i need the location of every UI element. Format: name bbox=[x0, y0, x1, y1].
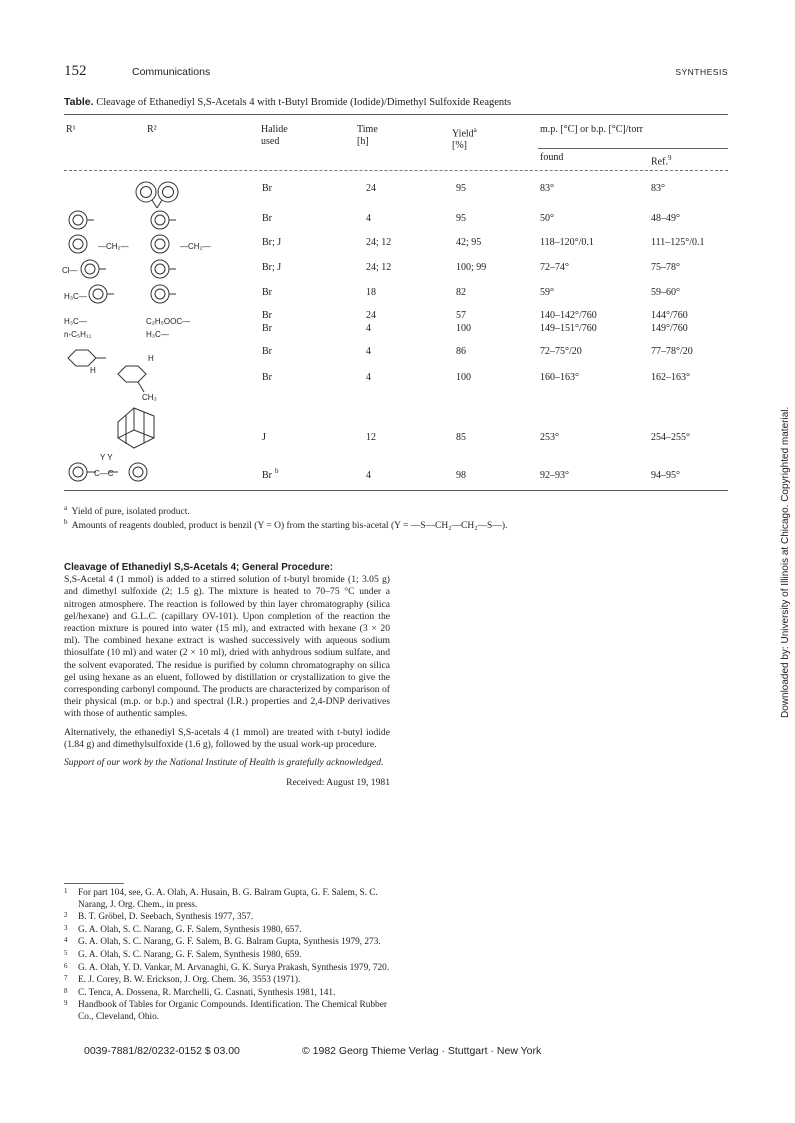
reference-item bbox=[64, 925, 394, 937]
reference-number: 4 bbox=[64, 936, 68, 945]
table-cell-time: 4 bbox=[366, 372, 371, 383]
table-cell-time: 24 bbox=[366, 183, 376, 194]
reference-item bbox=[64, 912, 394, 924]
table-cell-halide: Br bbox=[262, 213, 272, 224]
table-cell-found: 149–151°/760 bbox=[540, 323, 597, 334]
table-cell-found: 160–163° bbox=[540, 372, 579, 383]
table-cell-halide: Br bbox=[262, 323, 272, 334]
svg-text:H: H bbox=[148, 354, 154, 363]
table-cell-found: 72–74° bbox=[540, 262, 569, 273]
reference-text: B. T. Gröbel, D. Seebach, Synthesis 1977, 357. bbox=[78, 912, 254, 923]
table-cell-halide: J bbox=[262, 432, 266, 443]
reference-text: E. J. Corey, B. W. Erickson, J. Org. Chem. 36, 3553 (1971). bbox=[78, 975, 301, 986]
footer-copyright: © 1982 Georg Thieme Verlag · Stuttgart · New York bbox=[302, 1045, 542, 1057]
svg-text:n-C₅H₁₁: n-C₅H₁₁ bbox=[64, 330, 92, 339]
table-bottom-rule bbox=[64, 490, 728, 491]
reference-number: 7 bbox=[64, 974, 68, 983]
references-rule bbox=[64, 883, 124, 884]
table-cell-halide: Br bbox=[262, 372, 272, 383]
table-cell-time: 24; 12 bbox=[366, 262, 392, 273]
reference-number: 2 bbox=[64, 911, 68, 920]
table-cell-halide: Br bbox=[262, 470, 272, 481]
reference-text: C. Tenca, A. Dossena, R. Marchelli, G. Casnati, Synthesis 1981, 141. bbox=[78, 987, 336, 998]
reference-number: 6 bbox=[64, 961, 68, 970]
table-cell-found: 50° bbox=[540, 213, 554, 224]
references-list bbox=[64, 888, 394, 1025]
table-cell-ref: 94–95° bbox=[651, 470, 680, 481]
reference-item bbox=[64, 963, 394, 975]
table-cell-halide: Br; J bbox=[262, 262, 282, 273]
table-cell-yield: 82 bbox=[456, 287, 466, 298]
table-cell-time: 12 bbox=[366, 432, 376, 443]
reference-text: G. A. Olah, S. C. Narang, G. F. Salem, Synthesis 1980, 657. bbox=[78, 924, 302, 935]
svg-text:—CH₂—: —CH₂— bbox=[180, 242, 211, 251]
table-cell-found: 140–142°/760 bbox=[540, 310, 597, 321]
table-cell-found: 59° bbox=[540, 287, 554, 298]
table-cell-halide: Br; J bbox=[262, 237, 282, 248]
reference-text: G. A. Olah, S. C. Narang, G. F. Salem, B. G. Balram Gupta, Synthesis 1979, 273. bbox=[78, 937, 381, 948]
table-cell-yield: 95 bbox=[456, 183, 466, 194]
table-cell-yield: 57 bbox=[456, 310, 466, 321]
svg-text:H₃C—: H₃C— bbox=[64, 292, 87, 301]
table-cell-yield: 98 bbox=[456, 470, 466, 481]
footnote-b: $^b$ Amounts of reagents doubled, product is benzil (Y = O) from the starting bis-acetal (Y = —S—CH₂—CH₂—S—). bbox=[64, 518, 508, 532]
table-cell-found: 118–120°/0.1 bbox=[540, 237, 594, 248]
table-cell-time: 18 bbox=[366, 287, 376, 298]
table-cell-yield: 85 bbox=[456, 432, 466, 443]
svg-text:H₃C—: H₃C— bbox=[64, 317, 87, 326]
table-cell-ref: 77–78°/20 bbox=[651, 346, 693, 357]
table-cell-yield: 100 bbox=[456, 372, 471, 383]
download-watermark: Downloaded by: University of Illinois at Chicago. Copyrighted material. bbox=[780, 406, 791, 718]
table-cell-halide: Br bbox=[262, 310, 272, 321]
reference-item bbox=[64, 950, 394, 962]
table-cell-halide: Br bbox=[262, 346, 272, 357]
reference-text: For part 104, see, G. A. Olah, A. Husain, B. G. Balram Gupta, G. F. Salem, S. C. Narang, J. Org. Chem., in press. bbox=[78, 888, 378, 910]
table-cell-yield: 100 bbox=[456, 323, 471, 334]
table-cell-ref: 149°/760 bbox=[651, 323, 688, 334]
table-cell-ref: 144°/760 bbox=[651, 310, 688, 321]
section-name: Communications bbox=[132, 66, 211, 78]
reference-item bbox=[64, 975, 394, 987]
table-cell-found: 83° bbox=[540, 183, 554, 194]
reference-text: G. A. Olah, Y. D. Vankar, M. Arvanaghi, G. K. Surya Prakash, Synthesis 1979, 720. bbox=[78, 962, 390, 973]
table-cell-time: 4 bbox=[366, 323, 371, 334]
table-cell-ref: 75–78° bbox=[651, 262, 680, 273]
page-header bbox=[64, 63, 728, 80]
page-number: 152 bbox=[64, 63, 87, 79]
table-caption: Table. Cleavage of Ethanediyl S,S-Acetals 4 with t-Butyl Bromide (Iodide)/Dimethyl Sulfoxide Reagents bbox=[64, 96, 512, 108]
footer-code: 0039-7881/82/0232-0152 $ 03.00 bbox=[84, 1045, 240, 1057]
procedure-section bbox=[64, 562, 390, 789]
svg-text:H₃C—: H₃C— bbox=[146, 330, 169, 339]
table-cell-ref: 162–163° bbox=[651, 372, 690, 383]
reference-number: 9 bbox=[64, 999, 68, 1008]
reference-item bbox=[64, 1000, 394, 1023]
table-cell-yield: 95 bbox=[456, 213, 466, 224]
reference-number: 8 bbox=[64, 986, 68, 995]
footnote-a: $^a$ Yield of pure, isolated product. bbox=[64, 504, 190, 518]
reference-item bbox=[64, 937, 394, 949]
table-cell-ref: 83° bbox=[651, 183, 665, 194]
reference-number: 3 bbox=[64, 923, 68, 932]
reference-number: 1 bbox=[64, 887, 68, 895]
reference-text: G. A. Olah, S. C. Narang, G. F. Salem, Synthesis 1980, 659. bbox=[78, 949, 302, 960]
journal-name: SYNTHESIS bbox=[675, 67, 728, 77]
procedure-paragraph-1: S,S-Acetal 4 (1 mmol) is added to a stirred solution of t-butyl bromide (1; 3.05 g) and dimethyl sulfoxide (2; 1.5 g). The mixture is heated to 70–75 °C under a nitrogen atmosphere. The reaction is followed by thin layer chromatography (silica gel/hexane) and G.L.C. (capillary OV-101). Upon completion of the reaction the reaction mixture is poured into water (15 ml), and extracted with hexane (3 × 20 ml). The combined hexane extract is washed successively with aqueous sodium thiosulfate (10 ml) and water (2 × 10 ml), dried with anhydrous sodium sulfate, and the solvent evaporated. The residue is purified by column chromatography on silica gel using hexane as an eluent, followed by distillation or crystallization to give the corresponding carbonyl compound. The products are characterized by comparison of their physical (m.p. or b.p.) and spectral (I.R.) properties and 2,4-DNP derivatives with those of authentic samples. bbox=[64, 574, 390, 720]
table-cell-time: 4 bbox=[366, 213, 371, 224]
table-cell-ref: 254–255° bbox=[651, 432, 690, 443]
reference-item bbox=[64, 888, 394, 911]
procedure-paragraph-2: Alternatively, the ethanediyl S,S-acetals 4 (1 mmol) are treated with t-butyl iodide (1.84 g) and dimethylsulfoxide (1.6 g), followed by the usual work-up procedure. bbox=[64, 726, 390, 750]
table-cell-time: 24 bbox=[366, 310, 376, 321]
procedure-title: Cleavage of Ethanediyl S,S-Acetals 4; General Procedure: bbox=[64, 562, 333, 573]
table-cell-time: 24; 12 bbox=[366, 237, 392, 248]
svg-text:Cl—: Cl— bbox=[62, 266, 78, 275]
table-cell-time: 4 bbox=[366, 346, 371, 357]
table-cell-found: 253° bbox=[540, 432, 559, 443]
table-cell-ref: 111–125°/0.1 bbox=[651, 237, 705, 248]
mp-subrule bbox=[538, 148, 728, 149]
table-cell-found: 72–75°/20 bbox=[540, 346, 582, 357]
table-cell-found: 92–93° bbox=[540, 470, 569, 481]
received-date: Received: August 19, 1981 bbox=[286, 777, 390, 789]
svg-text:C—C: C—C bbox=[94, 469, 114, 478]
table-cell-yield: 100; 99 bbox=[456, 262, 487, 273]
svg-text:C₂H₅OOC—: C₂H₅OOC— bbox=[146, 317, 191, 326]
table-cell-ref: 59–60° bbox=[651, 287, 680, 298]
table-top-rule bbox=[64, 114, 728, 115]
svg-text:Y Y: Y Y bbox=[100, 453, 113, 462]
svg-text:CH₃: CH₃ bbox=[142, 393, 157, 402]
table-cell-yield: 42; 95 bbox=[456, 237, 482, 248]
table-cell-sup: b bbox=[275, 467, 279, 475]
reference-number: 5 bbox=[64, 948, 68, 957]
reference-text: Handbook of Tables for Organic Compounds. Identification. The Chemical Rubber Co., Cleveland, Ohio. bbox=[78, 1000, 387, 1022]
svg-text:—CH₂—: —CH₂— bbox=[98, 242, 129, 251]
table-cell-time: 4 bbox=[366, 470, 371, 481]
acknowledgement: Support of our work by the National Institute of Health is gratefully acknowledged. bbox=[64, 757, 384, 769]
reference-item bbox=[64, 988, 394, 1000]
table-cell-halide: Br bbox=[262, 183, 272, 194]
table-cell-ref: 48–49° bbox=[651, 213, 680, 224]
table-cell-halide: Br bbox=[262, 287, 272, 298]
svg-text:H: H bbox=[90, 366, 96, 375]
table-cell-yield: 86 bbox=[456, 346, 466, 357]
